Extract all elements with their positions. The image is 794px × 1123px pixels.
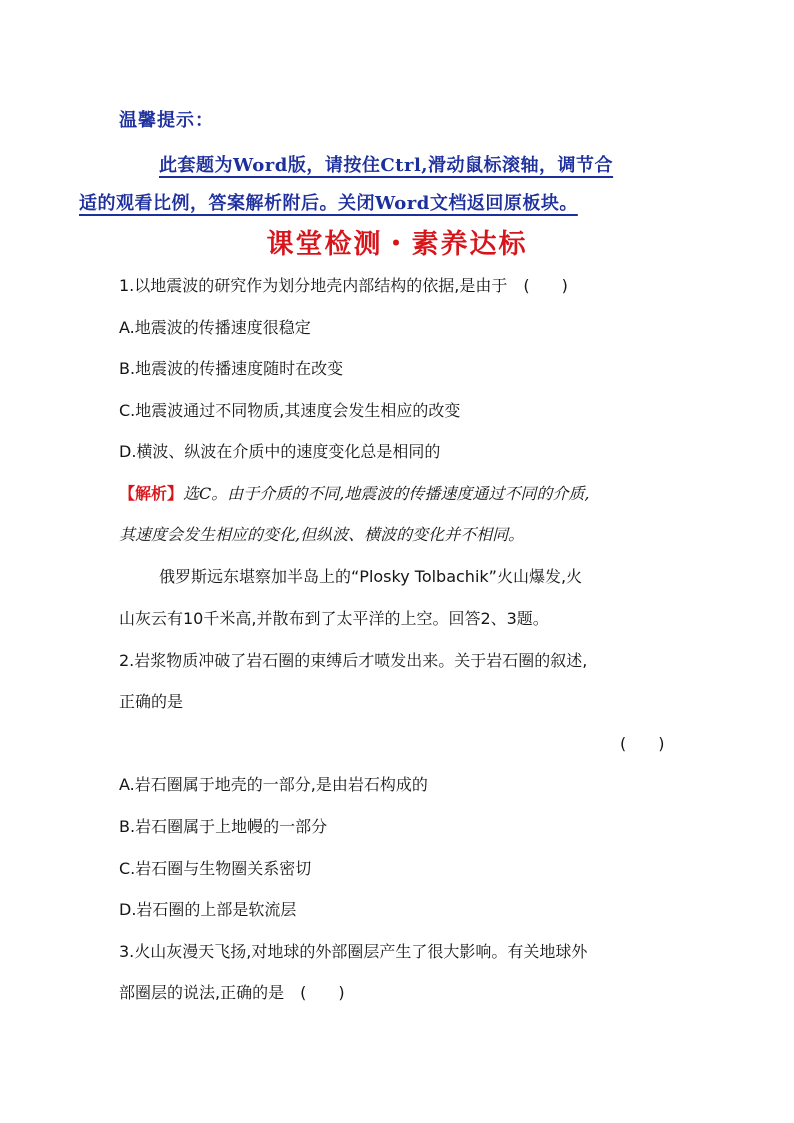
passage-line-2: 山灰云有10千米高,并散布到了太平洋的上空。回答2、3题。 bbox=[119, 609, 549, 628]
q2-stem-line-1: 2.岩浆物质冲破了岩石圈的束缚后才喷发出来。关于岩石圈的叙述, bbox=[119, 651, 588, 670]
passage-line-1: 俄罗斯远东堪察加半岛上的“Plosky Tolbachik”火山爆发,火 bbox=[159, 567, 583, 586]
q3-stem-line-1: 3.火山灰漫天飞扬,对地球的外部圈层产生了很大影响。有关地球外 bbox=[119, 942, 588, 961]
q2-option-b: B.岩石圈属于上地幔的一部分 bbox=[119, 817, 328, 836]
q1-analysis-line-1 bbox=[119, 481, 679, 504]
tip-line-2: 适的观看比例，答案解析附后。关闭Word文档返回原板块。 bbox=[79, 193, 578, 214]
q2-stem-line-2: 正确的是 bbox=[119, 692, 184, 711]
q2-option-a: A.岩石圈属于地壳的一部分,是由岩石构成的 bbox=[119, 775, 428, 794]
q1-option-b: B.地震波的传播速度随时在改变 bbox=[119, 359, 344, 378]
q1-stem: 1.以地震波的研究作为划分地壳内部结构的依据,是由于 ( ) bbox=[119, 276, 568, 295]
q3-stem-line-2: 部圈层的说法,正确的是 ( ) bbox=[119, 983, 345, 1002]
q2-option-d: D.岩石圈的上部是软流层 bbox=[119, 900, 297, 919]
q1-option-a: A.地震波的传播速度很稳定 bbox=[119, 318, 311, 337]
section-title: 课堂检测・素养达标 bbox=[266, 229, 528, 260]
tip-title: 温馨提示： bbox=[119, 110, 214, 131]
tip-line-1: 此套题为Word版，请按住Ctrl,滑动鼠标滚轴，调节合 bbox=[159, 155, 614, 176]
q1-option-d: D.横波、纵波在介质中的速度变化总是相同的 bbox=[119, 442, 441, 461]
analysis-text-1: 选C。由于介质的不同,地震波的传播速度通过不同的介质, bbox=[183, 484, 590, 503]
q2-option-c: C.岩石圈与生物圈关系密切 bbox=[119, 859, 312, 878]
q1-option-c: C.地震波通过不同物质,其速度会发生相应的改变 bbox=[119, 401, 461, 420]
analysis-tag: 【解析】 bbox=[119, 484, 184, 503]
q2-answer-bracket: ( ) bbox=[620, 734, 665, 753]
q1-analysis-line-2: 其速度会发生相应的变化,但纵波、横波的变化并不相同。 bbox=[119, 525, 525, 544]
tip-body bbox=[79, 147, 689, 223]
